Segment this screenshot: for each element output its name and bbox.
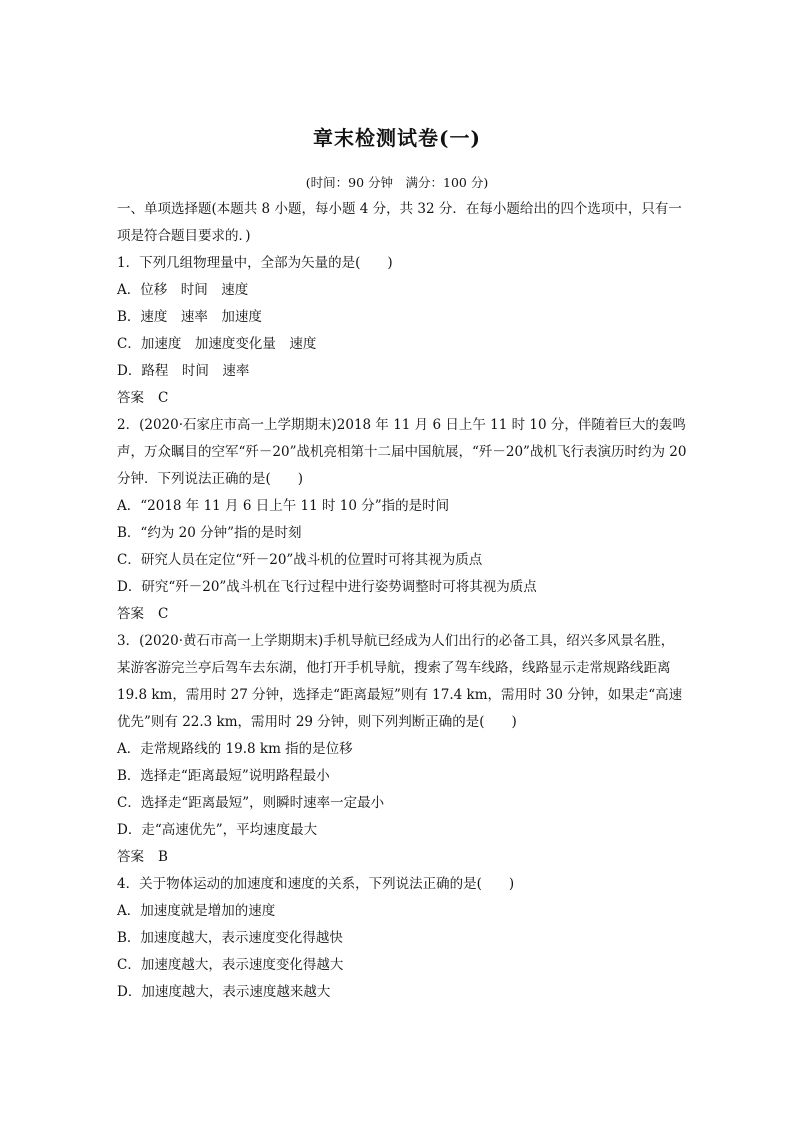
section-header: 一、单项选择题(本题共 8 小题，每小题 4 分，共 32 分．在每小题给出的四个选项中，只有一项是符合题目要求的．) [117, 201, 682, 244]
question-3 [117, 628, 687, 871]
option-a: A．位移 时间 速度 [117, 282, 249, 298]
option-b: B．加速度越大，表示速度变化得越快 [117, 930, 343, 946]
answer-label: 答案 [117, 606, 144, 622]
option-d: D．走“高速优先”，平均速度最大 [117, 822, 318, 838]
option-b: B．选择走“距离最短”说明路程最小 [117, 768, 330, 784]
question-stem: 1．下列几组物理量中，全部为矢量的是( ) [117, 255, 393, 271]
option-b: B．“约为 20 分钟”指的是时刻 [117, 525, 302, 541]
question-stem: 4．关于物体运动的加速度和速度的关系，下列说法正确的是( ) [117, 876, 515, 892]
option-c: C．研究人员在定位“歼－20”战斗机的位置时可将其视为质点 [117, 552, 483, 568]
option-d: D．研究“歼－20”战斗机在飞行过程中进行姿势调整时可将其视为质点 [117, 579, 537, 595]
option-a: A．加速度就是增加的速度 [117, 903, 276, 919]
answer-line [117, 601, 687, 628]
option-c: C．加速度越大，表示速度变化得越大 [117, 957, 344, 973]
question-stem: 3．(2020·黄石市高一上学期期末)手机导航已经成为人们出行的必备工具，绍兴多风景名胜，某游客游完兰亭后驾车去东湖，他打开手机导航，搜索了驾车线路，线路显示走常规路线距离 19.8 km，需用时 27 分钟，选择走“距离最短”则有 17.4 km，需用时 30 分钟，如果走“高速优先”则有 22.3 km，需用时 29 分钟，则下列判断正确的是( ) [117, 633, 683, 730]
answer-value: C [158, 606, 169, 622]
answer-value: B [158, 849, 168, 865]
option-b: B．速度 速率 加速度 [117, 309, 262, 325]
exam-time-score: (时间：90 分钟 满分：100 分) [305, 175, 489, 190]
option-c: C．选择走“距离最短”，则瞬时速率一定最小 [117, 795, 385, 811]
option-d: D．路程 时间 速率 [117, 363, 250, 379]
option-a: A．“2018 年 11 月 6 日上午 11 时 10 分”指的是时间 [117, 498, 450, 514]
option-d: D．加速度越大，表示速度越来越大 [117, 984, 331, 1000]
page-title: 章末检测试卷(一) [313, 126, 481, 150]
question-stem: 2．(2020·石家庄市高一上学期期末)2018 年 11 月 6 日上午 11 时 10 分，伴随着巨大的轰鸣声，万众瞩目的空军“歼－20”战机亮相第十二届中国航展，“歼－20”战机飞行表演历时约为 20 分钟．下列说法正确的是( ) [117, 417, 687, 487]
option-a: A．走常规路线的 19.8 km 指的是位移 [117, 741, 353, 757]
question-4 [117, 871, 687, 1006]
option-c: C．加速度 加速度变化量 速度 [117, 336, 317, 352]
question-2 [117, 412, 687, 628]
exam-content [117, 196, 687, 1006]
answer-value: C [158, 390, 169, 406]
question-1 [117, 250, 687, 412]
answer-line [117, 844, 687, 871]
answer-label: 答案 [117, 849, 144, 865]
answer-line [117, 385, 687, 412]
answer-label: 答案 [117, 390, 144, 406]
